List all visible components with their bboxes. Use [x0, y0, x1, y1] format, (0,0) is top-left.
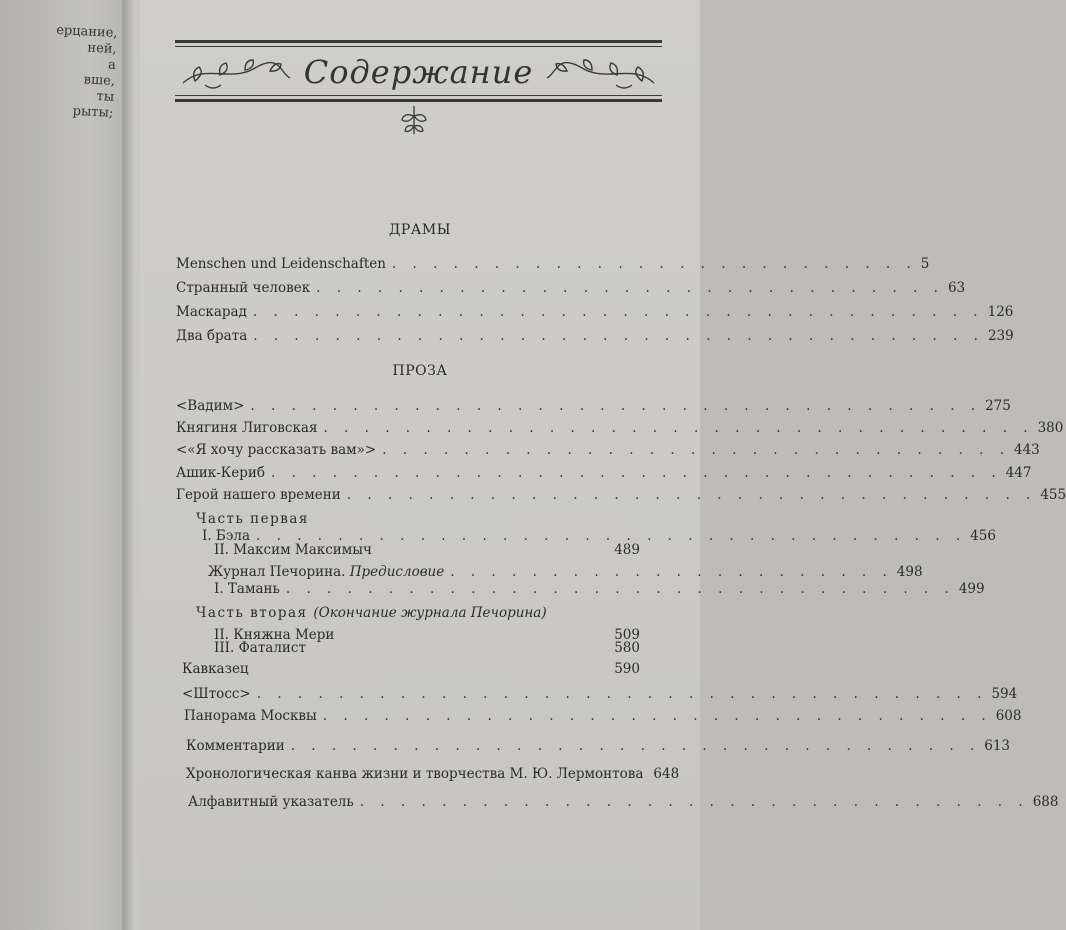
entry-page: 594 [991, 686, 1018, 702]
entry-label: Алфавитный указатель [188, 794, 354, 810]
toc-entry: Журнал Печорина. Предисловие . . . . . . . . . . . . . . . . . . . . . . 498 [208, 564, 923, 580]
entry-page: 489 [614, 542, 640, 558]
entry-label: I. Бэла [202, 528, 251, 544]
entry-page: 499 [958, 581, 985, 597]
contents-title: Содержание [303, 53, 534, 91]
entry-page: 498 [896, 564, 923, 580]
left-page [0, 0, 128, 930]
entry-label: Журнал Печорина. Предисловие [208, 564, 445, 580]
toc-entry: Ашик-Кериб . . . . . . . . . . . . . . . . . . . . . . . . . . . . . . . . . . . . 447 [176, 465, 1032, 481]
toc-entry: I. Бэла . . . . . . . . . . . . . . . . . . . . . . . . . . . . . . . . . . . 456 [202, 528, 996, 544]
entry-label: Menschen und Leidenschaften [176, 256, 386, 272]
entry-label: <«Я хочу рассказать вам»> [176, 442, 377, 458]
entry-label: Странный человек [176, 280, 311, 296]
sub-heading-part-two: Часть вторая (Окончание журнала Печорина) [196, 605, 547, 621]
entry-page: 239 [987, 328, 1014, 344]
toc-entry [182, 661, 640, 677]
entry-label: Кавказец [182, 661, 249, 677]
section-heading-dramy: ДРАМЫ [388, 222, 451, 238]
entry-label: Княгиня Лиговская [176, 420, 318, 436]
entry-page: 580 [614, 640, 640, 656]
entry-page: 590 [614, 661, 640, 677]
entry-label: <Вадим> [176, 398, 245, 414]
toc-entry [214, 542, 640, 558]
contents-header [175, 40, 662, 102]
entry-page: 509 [614, 627, 640, 643]
entry-page: 613 [984, 738, 1011, 754]
toc-entry: Маскарад . . . . . . . . . . . . . . . . . . . . . . . . . . . . . . . . . . . . 126 [176, 304, 1014, 320]
toc-entry: Комментарии . . . . . . . . . . . . . . . . . . . . . . . . . . . . . . . . . . 613 [186, 738, 1011, 754]
entry-page: 275 [985, 398, 1011, 414]
toc-entry: <Вадим> . . . . . . . . . . . . . . . . . . . . . . . . . . . . . . . . . . . . 275 [176, 398, 1011, 414]
entry-label: Комментарии [186, 738, 285, 754]
sprig-ornament-icon [399, 104, 429, 138]
toc-entry: Княгиня Лиговская . . . . . . . . . . . . . . . . . . . . . . . . . . . . . . . . . . . 380 [176, 420, 1064, 436]
entry-page: 648 [653, 766, 680, 782]
entry-label: Маскарад [176, 304, 247, 320]
left-page-text [0, 20, 122, 122]
toc-entry: Герой нашего времени . . . . . . . . . . . . . . . . . . . . . . . . . . . . . . . . . . 455 [176, 487, 1066, 503]
entry-page: 63 [947, 280, 966, 296]
toc-entry: Панорама Москвы . . . . . . . . . . . . . . . . . . . . . . . . . . . . . . . . . 608 [184, 708, 1022, 724]
entry-page: 380 [1037, 420, 1064, 436]
section-heading-proza: ПРОЗА [392, 363, 448, 379]
entry-page: 447 [1005, 465, 1032, 481]
entry-label: Хронологическая канва жизни и творчества М. Ю. Лермонтова [186, 766, 644, 782]
left-fragment: вше, [83, 72, 116, 89]
toc-entry [186, 766, 680, 782]
left-fragment: ерцание, [55, 22, 118, 42]
entry-page: 456 [970, 528, 996, 544]
entry-label: II. Максим Максимыч [214, 542, 372, 558]
left-fragment: ней, [87, 40, 118, 58]
left-fragment: а [107, 57, 117, 74]
entry-page: 5 [920, 256, 930, 272]
entry-label: <Штосс> [182, 686, 251, 702]
entry-page: 455 [1040, 487, 1066, 503]
entry-label: I. Тамань [214, 581, 280, 597]
sub-heading-part-one: Часть первая [196, 511, 309, 527]
entry-label: Герой нашего времени [176, 487, 341, 503]
entry-label: Два брата [176, 328, 248, 344]
entry-page: 126 [987, 304, 1014, 320]
entry-page: 443 [1014, 442, 1040, 458]
toc-entry: <«Я хочу рассказать вам»> . . . . . . . . . . . . . . . . . . . . . . . . . . . . . . . 443 [176, 442, 1040, 458]
toc-entry: <Штосс> . . . . . . . . . . . . . . . . . . . . . . . . . . . . . . . . . . . . 594 [182, 686, 1018, 702]
entry-label: Панорама Москвы [184, 708, 317, 724]
entry-page: 688 [1032, 794, 1059, 810]
entry-label: Ашик-Кериб [176, 465, 265, 481]
toc-entry: Странный человек . . . . . . . . . . . . . . . . . . . . . . . . . . . . . . . 63 [176, 280, 966, 296]
toc-entry [214, 640, 640, 656]
toc-entry: Два брата . . . . . . . . . . . . . . . . . . . . . . . . . . . . . . . . . . . . 239 [176, 328, 1014, 344]
toc-entry: I. Тамань . . . . . . . . . . . . . . . . . . . . . . . . . . . . . . . . . 499 [214, 581, 985, 597]
entry-page: 608 [995, 708, 1022, 724]
left-fragment: рыты; [72, 103, 114, 121]
left-fragment: ты [96, 89, 115, 105]
toc-entry: Menschen und Leidenschaften . . . . . . . . . . . . . . . . . . . . . . . . . . 5 [176, 256, 930, 272]
entry-label: III. Фаталист [214, 640, 306, 656]
entry-label: II. Княжна Мери [214, 627, 335, 643]
toc-entry: Алфавитный указатель . . . . . . . . . . . . . . . . . . . . . . . . . . . . . . . . . 688 [188, 794, 1059, 810]
